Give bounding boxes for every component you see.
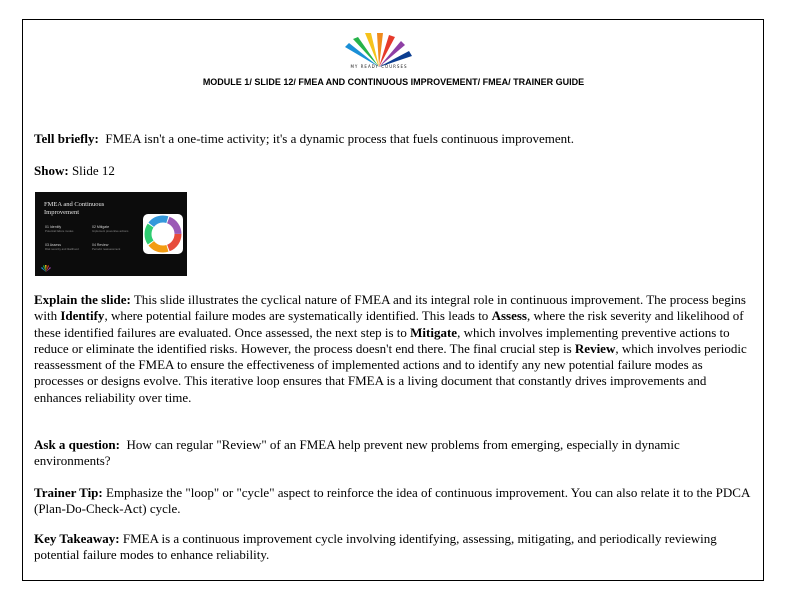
thumbnail-title: FMEA and Continuous Improvement — [44, 201, 105, 216]
thumbnail-item-num: 04 — [92, 243, 96, 247]
tip-label: Trainer Tip: — [34, 485, 103, 500]
explain-text-3: , where the risk severity and likelihood of these identified failures are evaluated. Once assessed, the next step is to — [34, 308, 744, 340]
explain-text-1: This slide illustrates the cyclical nature of FMEA and its integral role in continuous improvement. The process begins with — [34, 292, 746, 324]
thumbnail-item-mitigate — [92, 225, 136, 233]
explain-text-4: , which involves implementing preventive actions to reduce or eliminate the identified risks. However, the process doesn't end there. The final crucial step is — [34, 324, 730, 356]
tell-briefly-paragraph — [34, 131, 574, 147]
thumbnail-item-num: 01 — [45, 225, 49, 229]
takeaway-label: Key Takeaway: — [34, 531, 120, 546]
tell-text: FMEA isn't a one-time activity; it's a dynamic process that fuels continuous improvement. — [105, 131, 575, 146]
tell-label: Tell briefly: — [34, 131, 99, 146]
thumbnail-item-assess — [45, 243, 89, 251]
ask-question-paragraph — [34, 437, 754, 470]
ask-text: How can regular "Review" of an FMEA help prevent new problems from emerging, especially in dynamic environments? — [34, 437, 680, 469]
show-paragraph — [34, 163, 115, 179]
thumbnail-item-label: Mitigate — [96, 225, 110, 229]
thumbnail-item-label: Identify — [49, 225, 62, 229]
thumbnail-item-label: Assess — [49, 243, 61, 247]
show-label: Show: — [34, 163, 69, 178]
show-text: Slide 12 — [71, 163, 115, 178]
thumbnail-item-identify — [45, 225, 89, 233]
tip-text: Emphasize the "loop" or "cycle" aspect to reinforce the idea of continuous improvement. You can also relate it to the PDCA (Plan-Do-Check-Act) cycle. — [34, 485, 750, 517]
thumbnail-item-num: 02 — [92, 225, 96, 229]
module-title: MODULE 1/ SLIDE 12/ FMEA AND CONTINUOUS IMPROVEMENT/ FMEA/ TRAINER GUIDE — [202, 77, 585, 87]
ask-label: Ask a question: — [34, 437, 120, 452]
trainer-tip-paragraph — [34, 485, 754, 518]
keyword-mitigate: Mitigate — [410, 324, 458, 340]
thumbnail-item-sub: Risk severity and likelihood — [45, 247, 79, 251]
keyword-assess: Assess — [491, 308, 527, 324]
takeaway-text: FMEA is a continuous improvement cycle involving identifying, assessing, mitigating, and periodically reviewing potential failure modes to enhance reliability. — [34, 531, 717, 563]
key-takeaway-paragraph — [34, 531, 754, 564]
slide-thumbnail — [35, 192, 187, 276]
mini-logo-icon — [41, 265, 51, 272]
thumbnail-item-review — [92, 243, 136, 251]
explain-text-5: , which involves periodic reassessment of the FMEA to ensure the effectiveness of implemented actions and to identify any new potential failure modes as processes or designs evolve. This iterative loop ensures that FMEA is a living document that constantly drives improvements and enhances reliability over time. — [34, 340, 747, 405]
thumbnail-item-sub: Potential failure modes — [45, 229, 74, 233]
explain-paragraph — [34, 292, 754, 406]
explain-text-2: , where potential failure modes are systematically identified. This leads to — [104, 308, 489, 324]
brand-name: MY READY COURSES — [350, 64, 408, 69]
explain-label: Explain the slide: — [34, 292, 131, 307]
keyword-review: Review — [574, 340, 616, 356]
thumbnail-item-num: 03 — [45, 243, 49, 247]
thumbnail-item-label: Review — [96, 243, 109, 247]
thumbnail-item-sub: Implement preventive actions — [92, 229, 129, 233]
rainbow-logo-icon — [339, 30, 419, 76]
keyword-identify: Identify — [60, 308, 105, 324]
thumbnail-item-sub: Periodic reassessment — [92, 247, 121, 251]
cycle-wheel-icon — [143, 214, 183, 254]
